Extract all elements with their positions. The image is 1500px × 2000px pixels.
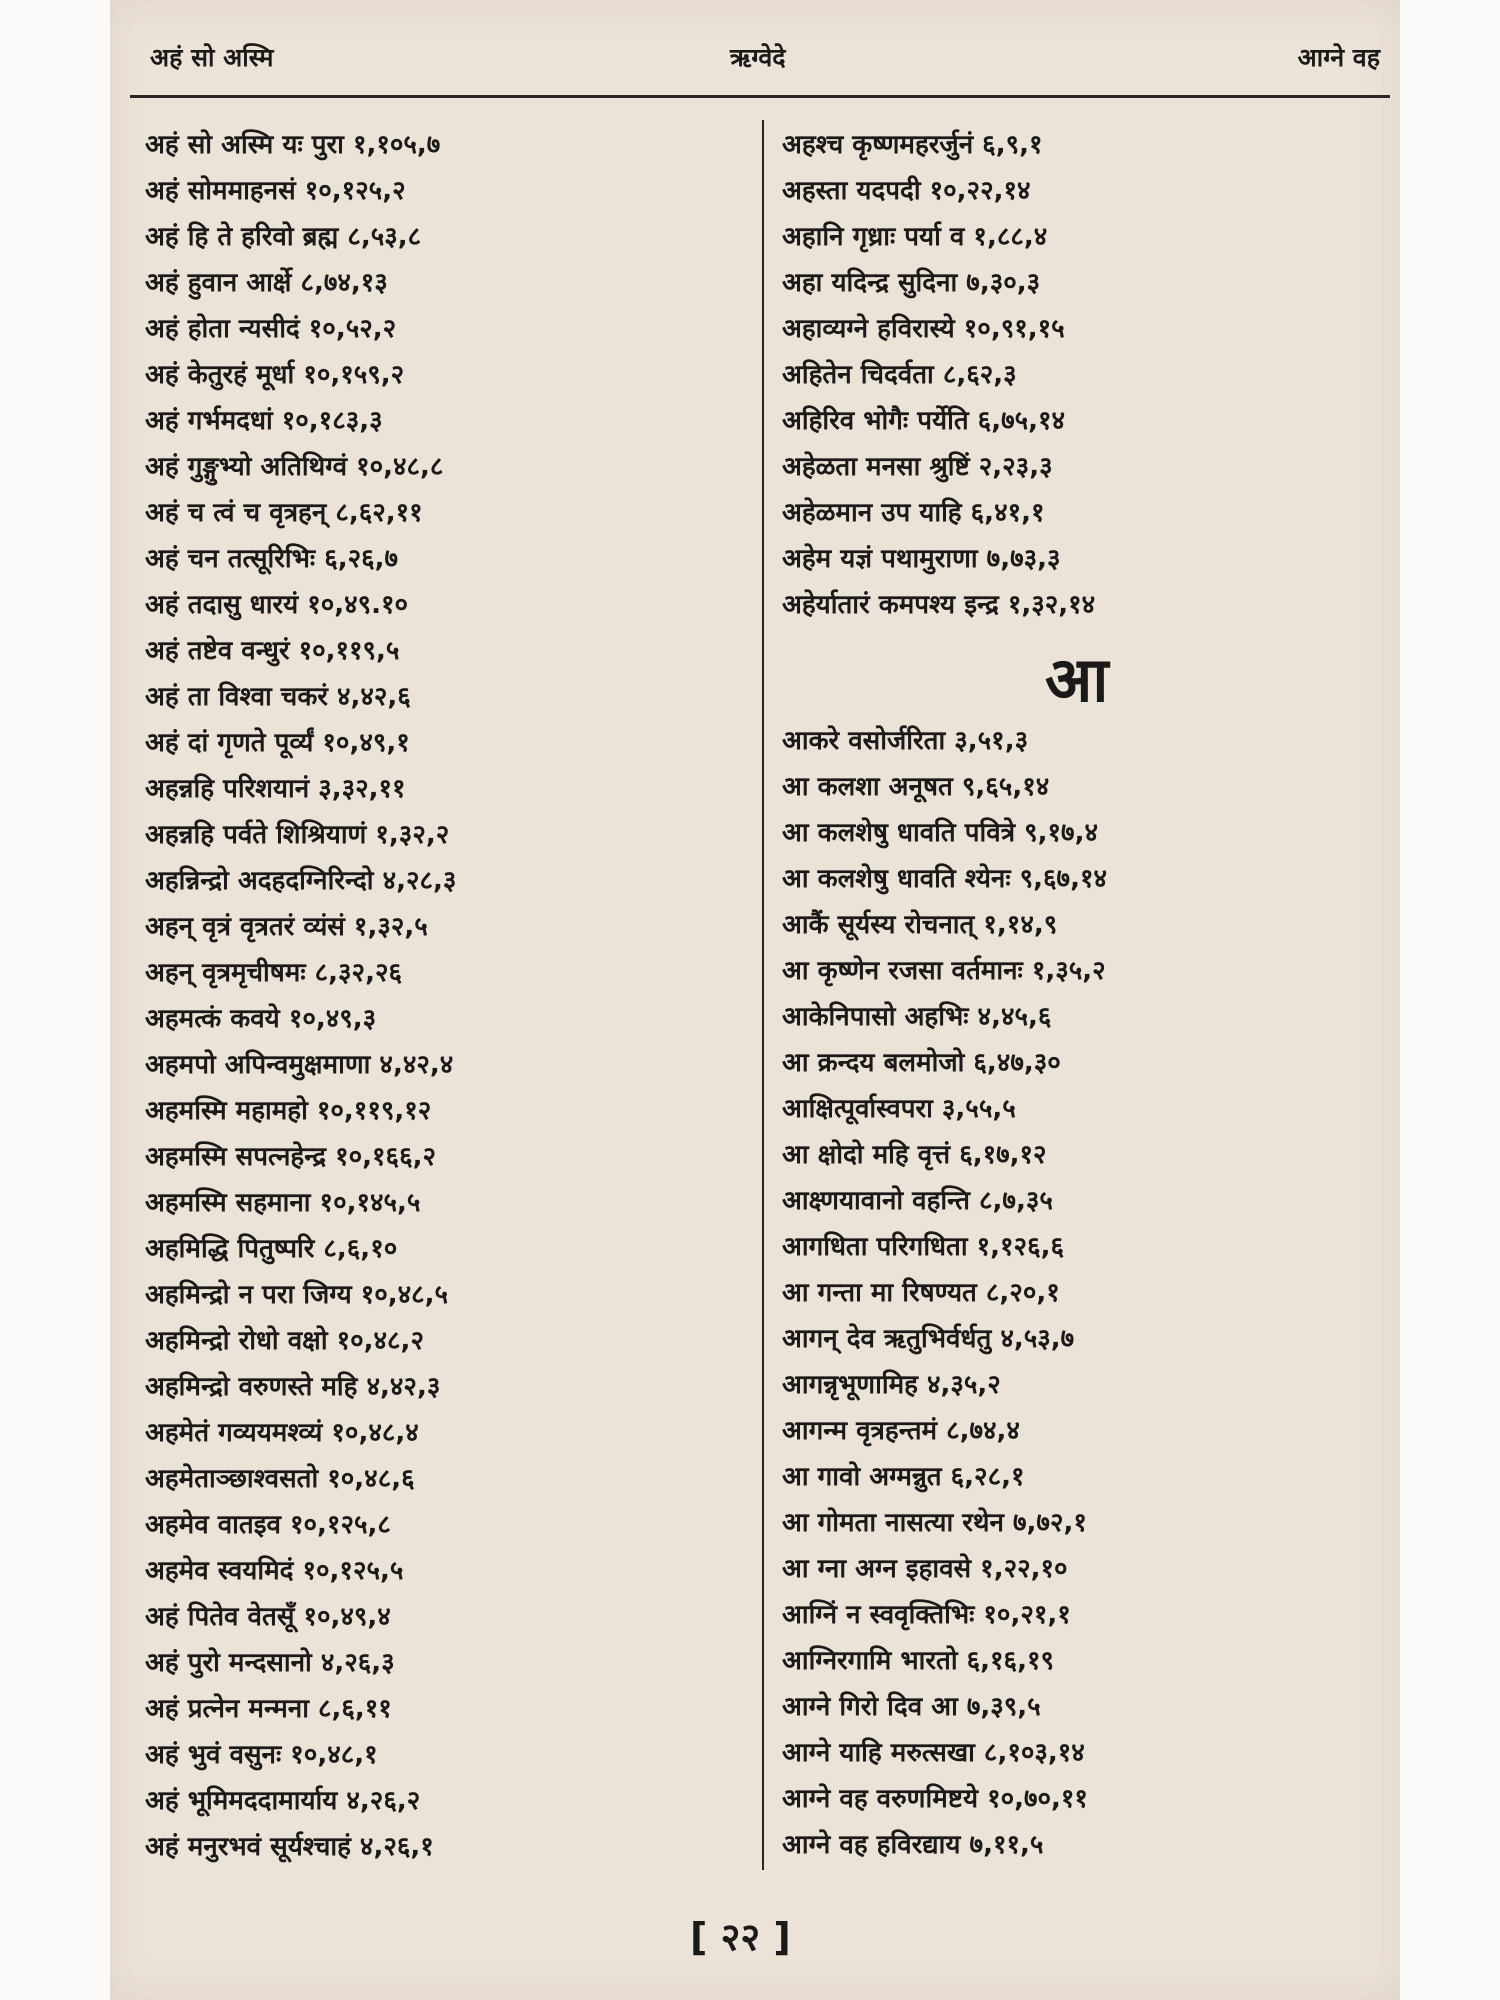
header-right: आग्ने वह	[1297, 43, 1380, 72]
index-entry: अहं प्रत्नेन मन्मना ८,६,११	[145, 1694, 392, 1724]
index-entry: अहन् वृत्रं वृत्रतरं व्यंसं १,३२,५	[145, 912, 428, 942]
index-entry: आ क्रन्दय बलमोजो ६,४७,३०	[782, 1048, 1061, 1078]
index-entry: अहं भूमिमददामार्याय ४,२६,२	[145, 1786, 421, 1816]
header-center: ऋग्वेदे	[730, 43, 786, 72]
index-entry: आ कृष्णेन रजसा वर्तमानः १,३५,२	[782, 956, 1106, 986]
index-entry: आग्ने याहि मरुत्सखा ८,१०३,१४	[782, 1738, 1085, 1768]
index-entry: अहं गर्भमदधां १०,१८३,३	[145, 406, 383, 436]
header-left: अहं सो अस्मि	[150, 43, 274, 72]
index-entry: आ कलशेषु धावति पवित्रे ९,१७,४	[782, 818, 1098, 848]
index-entry: अहस्ता यदपदी १०,२२,१४	[782, 176, 1031, 206]
running-header	[130, 40, 1380, 85]
index-entry: आकेनिपासो अहभिः ४,४५,६	[782, 1002, 1052, 1032]
index-entry: आ गावो अग्मन्नुत ६,२८,१	[782, 1462, 1025, 1492]
page-number: [ २२ ]	[690, 1915, 791, 1959]
index-entry: अहं हुवान आर्क्षे ८,७४,१३	[145, 268, 388, 298]
index-entry: आकैं सूर्यस्य रोचनात् १,१४,९	[782, 910, 1058, 940]
index-entry: अहं चन तत्सूरिभिः ६,२६,७	[145, 544, 399, 574]
index-entry: अहं मनुरभवं सूर्यश्चाहं ४,२६,१	[145, 1832, 434, 1862]
index-entry: अहं सोममाहनसं १०,१२५,२	[145, 176, 406, 206]
index-entry: अहमस्मि सपत्नहेन्द्र १०,१६६,२	[145, 1142, 436, 1172]
index-entry: अहानि गृध्राः पर्या व १,८८,४	[782, 222, 1048, 252]
index-entry: अहं होता न्यसीदं १०,५२,२	[145, 314, 397, 344]
index-entry: अहमिद्धि पितुष्परि ८,६,१०	[145, 1234, 398, 1264]
index-entry: अहं तदासु धारयं १०,४९.१०	[145, 590, 409, 620]
index-entry: अहमस्मि महामहो १०,११९,१२	[145, 1096, 432, 1126]
index-entry: अहमेताञ्छाश्वसतो १०,४८,६	[145, 1464, 415, 1494]
index-entry: आग्ने वह हविरद्याय ७,११,५	[782, 1830, 1044, 1860]
index-entry: आगन् देव ऋतुभिर्वर्धतु ४,५३,७	[782, 1324, 1075, 1354]
index-entry: अहं गुङ्गुभ्यो अतिथिग्वं १०,४८,८	[145, 452, 444, 482]
index-entry: अहेळता मनसा श्रुष्टिं २,२३,३	[782, 452, 1053, 482]
index-entry: अहं च त्वं च वृत्रहन् ८,६२,११	[145, 498, 423, 528]
index-entry: अहं केतुरहं मूर्धा १०,१५९,२	[145, 360, 405, 390]
index-entry: अहं भुवं वसुनः १०,४८,१	[145, 1740, 378, 1770]
index-entry: आ कलशा अनूषत ९,६५,१४	[782, 772, 1050, 802]
index-entry: अहन्निन्द्रो अदहदग्निरिन्दो ४,२८,३	[145, 866, 457, 896]
index-entry: अहं पितेव वेतसूँ १०,४९,४	[145, 1602, 391, 1632]
index-entry: अहाव्यग्ने हविरास्ये १०,९१,१५	[782, 314, 1065, 344]
index-entry: अहमेव स्वयमिदं १०,१२५,५	[145, 1556, 404, 1586]
index-entry: अहमपो अपिन्वमुक्षमाणा ४,४२,४	[145, 1050, 454, 1080]
index-entry: अहमिन्द्रो रोधो वक्षो १०,४८,२	[145, 1326, 424, 1356]
index-entry: अहेम यज्ञं पथामुराणा ७,७३,३	[782, 544, 1061, 574]
index-entry: आ गन्ता मा रिषण्यत ८,२०,१	[782, 1278, 1060, 1308]
index-entry: अहा यदिन्द्र सुदिना ७,३०,३	[782, 268, 1041, 298]
index-entry: अहं ता विश्वा चकरं ४,४२,६	[145, 682, 411, 712]
index-entry: अहश्च कृष्णमहरर्जुनं ६,९,१	[782, 130, 1043, 160]
header-rule	[130, 95, 1390, 98]
index-entry: अहं हि ते हरिवो ब्रह्म ८,५३,८	[145, 222, 422, 252]
index-entry: आगन्नृभूणामिह ४,३५,२	[782, 1370, 1001, 1400]
index-entry: अहन् वृत्रमृचीषमः ८,३२,२६	[145, 958, 402, 988]
index-entry: आग्निं न स्ववृक्तिभिः १०,२१,१	[782, 1600, 1071, 1630]
index-entry: अहन्नहि परिशयानं ३,३२,११	[145, 774, 406, 804]
index-entry: आग्ने वह वरुणमिष्टये १०,७०,११	[782, 1784, 1088, 1814]
index-entry: अहं सो अस्मि यः पुरा १,१०५,७	[145, 130, 441, 160]
index-entry: आगन्म वृत्रहन्तमं ८,७४,४	[782, 1416, 1020, 1446]
index-entry: अहमिन्द्रो वरुणस्ते महि ४,४२,३	[145, 1372, 441, 1402]
column-divider	[762, 120, 764, 1870]
index-entry: आक्ष्णयावानो वहन्ति ८,७,३५	[782, 1186, 1053, 1216]
index-entry: अहं दां गृणते पूर्व्यं १०,४९,१	[145, 728, 410, 758]
index-entry: अहेर्यातारं कमपश्य इन्द्र १,३२,१४	[782, 590, 1096, 620]
index-entry: आग्निरगामि भारतो ६,१६,१९	[782, 1646, 1054, 1676]
index-entry: आक्षित्पूर्वास्वपरा ३,५५,५	[782, 1094, 1016, 1124]
index-entry: आग्ने गिरो दिव आ ७,३९,५	[782, 1692, 1041, 1722]
section-heading: आ	[1045, 643, 1109, 716]
index-entry: आ ग्ना अग्न इहावसे १,२२,१०	[782, 1554, 1068, 1584]
left-column	[145, 122, 745, 1870]
index-entry: अहेळमान उप याहि ६,४१,१	[782, 498, 1045, 528]
index-entry: अहं पुरो मन्दसानो ४,२६,३	[145, 1648, 395, 1678]
index-entry: आगधिता परिगधिता १,१२६,६	[782, 1232, 1064, 1262]
index-entry: अहिरिव भोगैः पर्येति ६,७५,१४	[782, 406, 1066, 436]
index-entry: अहं तष्टेव वन्धुरं १०,११९,५	[145, 636, 400, 666]
index-entry: अहमेव वातइव १०,१२५,८	[145, 1510, 391, 1540]
index-entry: अहमेतं गव्ययमश्व्यं १०,४८,४	[145, 1418, 419, 1448]
index-entry: आ कलशेषु धावति श्येनः ९,६७,१४	[782, 864, 1107, 894]
index-entry: आ क्षोदो महि वृत्तं ६,१७,१२	[782, 1140, 1047, 1170]
index-entry: अहन्नहि पर्वते शिश्रियाणं १,३२,२	[145, 820, 450, 850]
index-entry: अहितेन चिदर्वता ८,६२,३	[782, 360, 1017, 390]
right-column-top	[782, 122, 1382, 628]
index-entry: अहमत्कं कवये १०,४९,३	[145, 1004, 377, 1034]
index-entry: अहमस्मि सहमाना १०,१४५,५	[145, 1188, 421, 1218]
right-column-bottom	[782, 718, 1382, 1868]
index-entry: अहमिन्द्रो न परा जिग्य १०,४८,५	[145, 1280, 449, 1310]
index-entry: आ गोमता नासत्या रथेन ७,७२,१	[782, 1508, 1087, 1538]
index-entry: आकरे वसोर्जरिता ३,५१,३	[782, 726, 1029, 756]
